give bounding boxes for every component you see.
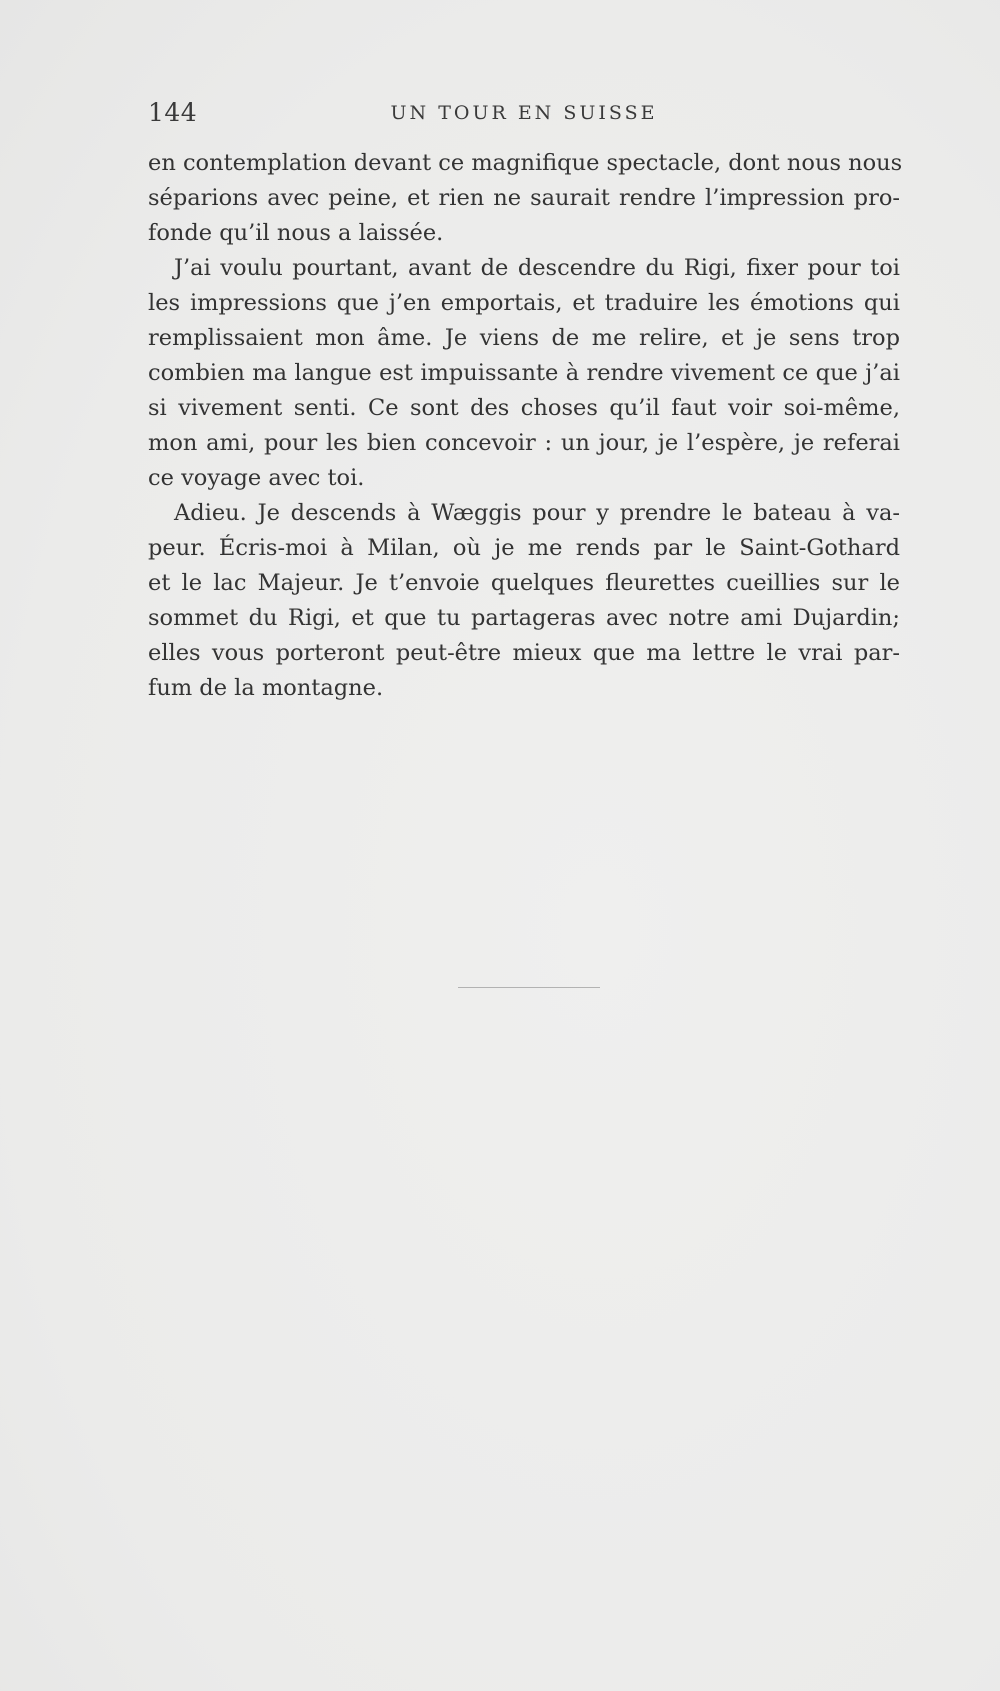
text-line: J’ai voulu pourtant, avant de descendre du Rigi, fixer pour toi <box>174 255 900 281</box>
text-line: sommet du Rigi, et que tu partageras avec notre ami Dujardin; <box>148 605 900 631</box>
text-line: elles vous porteront peut-être mieux que ma lettre le vrai par- <box>148 640 900 666</box>
text-line: les impressions que j’en emportais, et traduire les émotions qui <box>148 290 900 316</box>
text-line: ce voyage avec toi. <box>148 465 365 491</box>
body-text <box>148 146 903 706</box>
text-line: peur. Écris-moi à Milan, où je me rends par le Saint-Gothard <box>148 535 900 561</box>
page-header <box>148 98 900 130</box>
running-title: UN TOUR EN SUISSE <box>390 102 658 124</box>
page-number: 144 <box>148 98 198 127</box>
text-line: fonde qu’il nous a laissée. <box>148 220 444 246</box>
text-line: combien ma langue est impuissante à rendre vivement ce que j’ai <box>148 360 900 386</box>
text-line: mon ami, pour les bien concevoir : un jour, je l’espère, je referai <box>148 430 900 456</box>
text-line: en contemplation devant ce magnifique spectacle, dont nous nous <box>148 150 903 176</box>
text-line: si vivement senti. Ce sont des choses qu’il faut voir soi-même, <box>148 395 900 421</box>
text-line: séparions avec peine, et rien ne saurait rendre l’impression pro- <box>148 185 900 211</box>
text-line: et le lac Majeur. Je t’envoie quelques fleurettes cueillies sur le <box>148 570 900 596</box>
text-line: fum de la montagne. <box>148 675 384 701</box>
text-line: Adieu. Je descends à Wæggis pour y prendre le bateau à va- <box>174 500 900 526</box>
section-end-rule <box>458 987 600 988</box>
text-line: remplissaient mon âme. Je viens de me relire, et je sens trop <box>148 325 900 351</box>
